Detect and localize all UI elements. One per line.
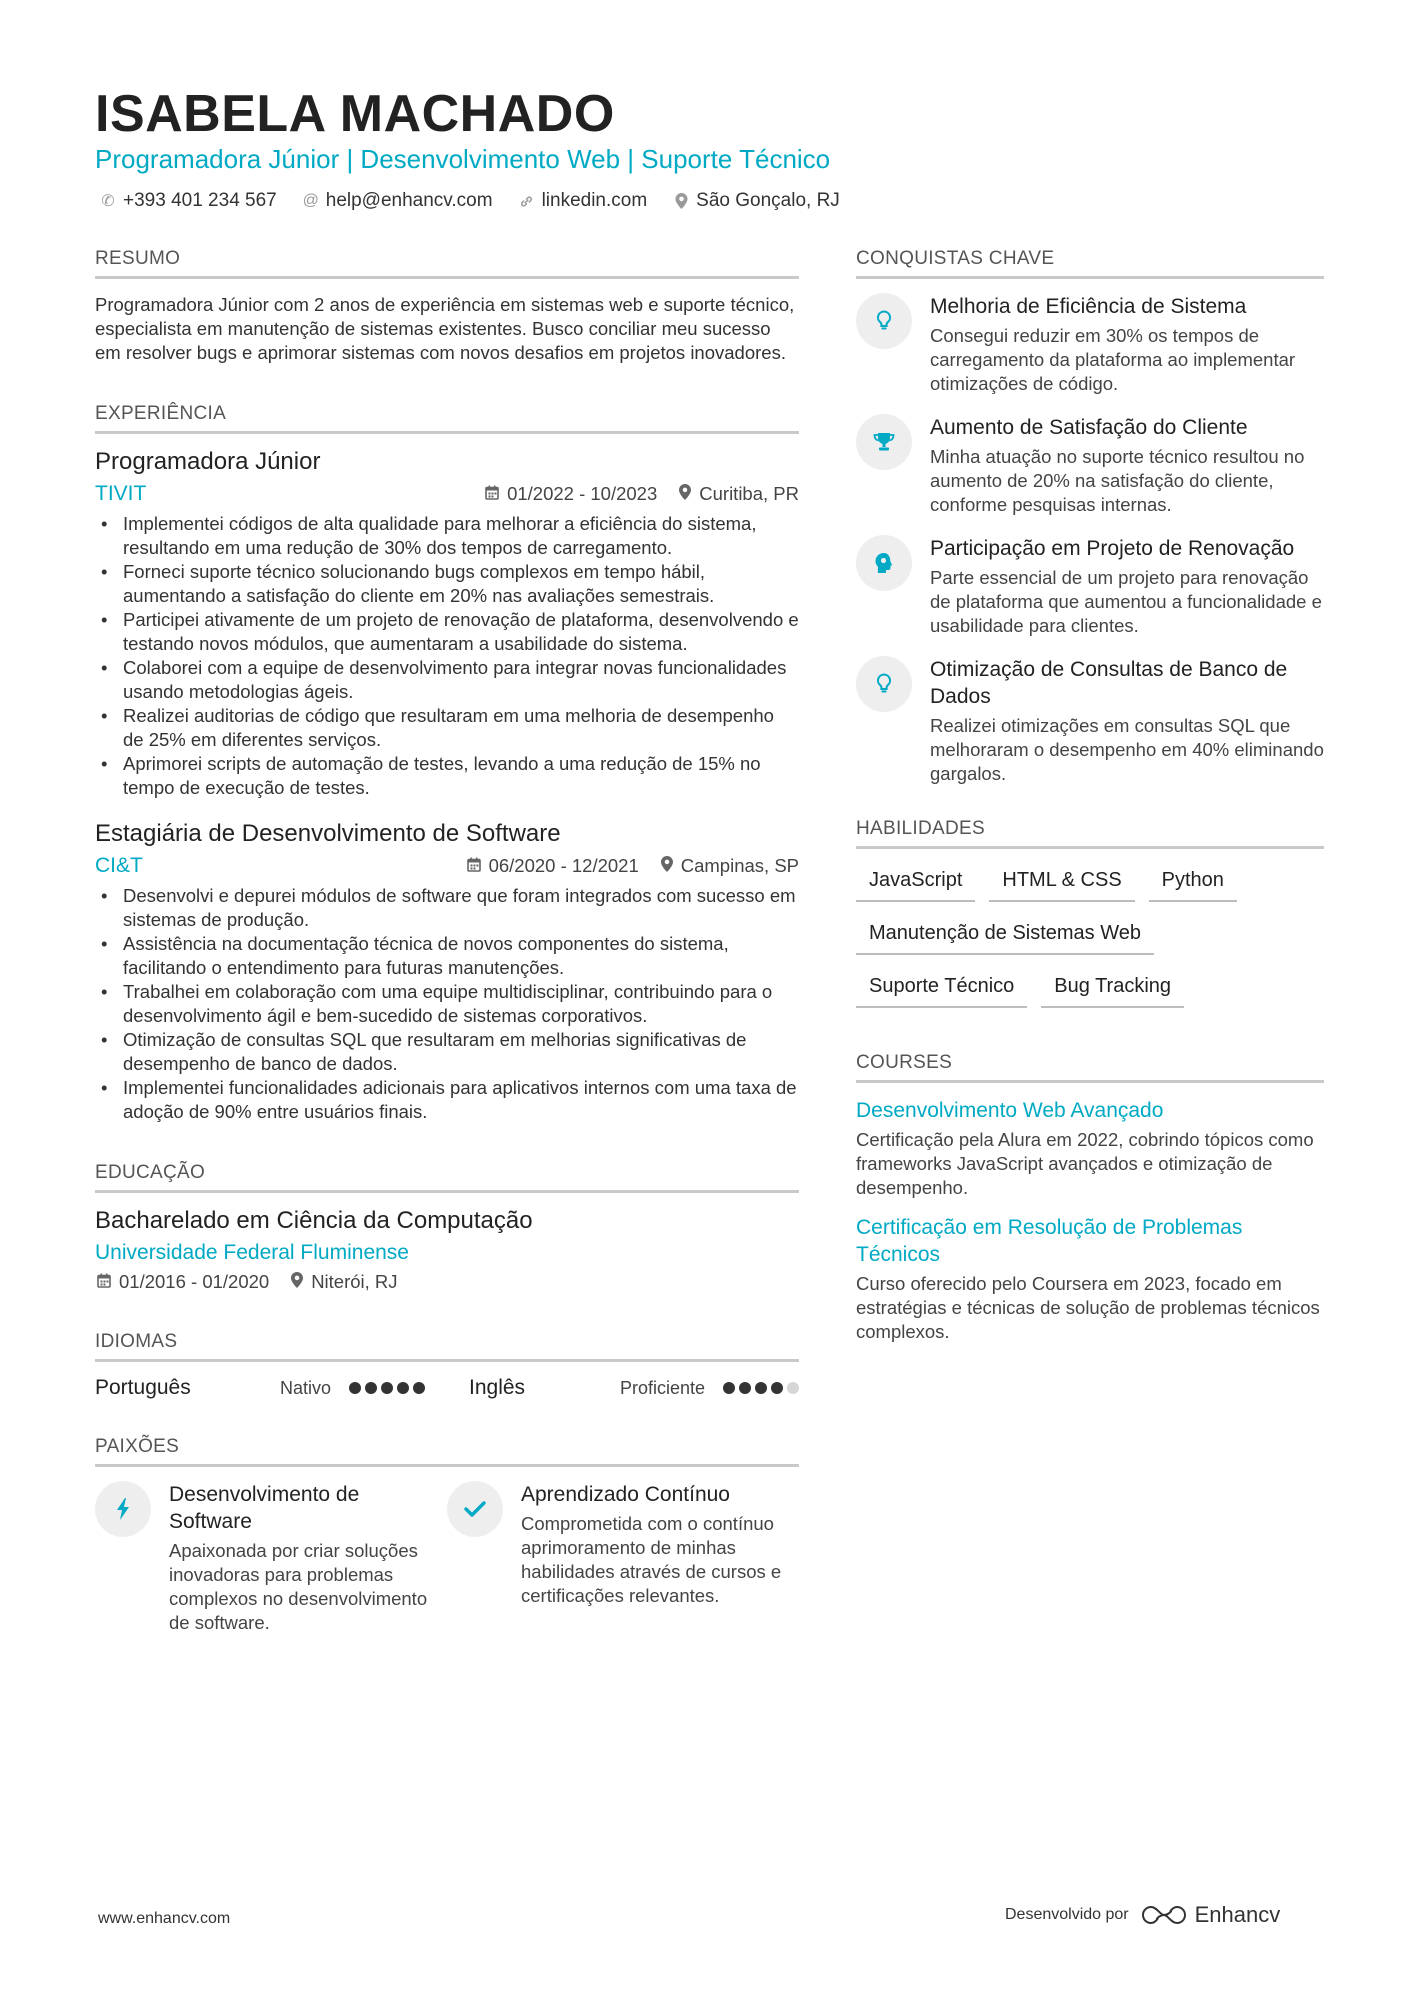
trophy-icon bbox=[856, 414, 912, 470]
passions-list bbox=[95, 1481, 799, 1635]
contact-email[interactable] bbox=[303, 190, 493, 212]
course-item bbox=[856, 1214, 1324, 1344]
phone-icon: ✆ bbox=[101, 193, 115, 210]
rating-dot-filled bbox=[771, 1382, 783, 1394]
rating-dot-filled bbox=[723, 1382, 735, 1394]
calendar-icon bbox=[485, 485, 499, 504]
languages-heading: IDIOMAS bbox=[95, 1331, 799, 1362]
language-rating bbox=[345, 1382, 425, 1394]
job-location-text: Campinas, SP bbox=[680, 855, 799, 876]
skill-tag: Suporte Técnico bbox=[856, 969, 1027, 1008]
skills-list bbox=[856, 863, 1324, 1022]
achievement-body bbox=[930, 293, 1324, 396]
map-pin-icon bbox=[291, 1272, 303, 1292]
achievement-title: Melhoria de Eficiência de Sistema bbox=[930, 295, 1247, 318]
education-school: Universidade Federal Fluminense bbox=[95, 1241, 409, 1264]
passions-heading: PAIXÕES bbox=[95, 1436, 799, 1467]
achievement-body bbox=[930, 414, 1324, 517]
education-degree: Bacharelado em Ciência da Computação bbox=[95, 1207, 533, 1234]
language-item bbox=[95, 1376, 425, 1400]
footer-brand-name: Enhancv bbox=[1194, 1902, 1281, 1927]
course-desc: Certificação pela Alura em 2022, cobrindo tópicos como frameworks JavaScript avançados e otimização de desempenho. bbox=[856, 1129, 1314, 1198]
achievement-item bbox=[856, 293, 1324, 396]
course-desc: Curso oferecido pelo Coursera em 2023, focado em estratégias e técnicas de solução de problemas técnicos complexos. bbox=[856, 1273, 1320, 1342]
languages-section bbox=[95, 1331, 799, 1400]
skill-tag: Bug Tracking bbox=[1041, 969, 1184, 1008]
lightbulb-icon bbox=[856, 293, 912, 349]
candidate-name: ISABELA MACHADO bbox=[95, 85, 615, 143]
language-name: Português bbox=[95, 1376, 191, 1399]
achievement-desc: Minha atuação no suporte técnico resultou no aumento de 20% na satisfação do cliente, conforme pesquisas internas. bbox=[930, 446, 1305, 515]
job-company: TIVIT bbox=[95, 482, 147, 505]
job-meta-row bbox=[95, 482, 799, 506]
achievement-body bbox=[930, 656, 1324, 786]
calendar-icon bbox=[97, 1273, 111, 1292]
job-meta bbox=[445, 855, 799, 877]
candidate-subtitle: Programadora Júnior | Desenvolvimento Web | Suporte Técnico bbox=[95, 144, 831, 174]
job-entry bbox=[95, 820, 799, 1124]
passion-title: Desenvolvimento de Software bbox=[169, 1483, 360, 1533]
footer-powered-by: Desenvolvido por bbox=[1005, 1906, 1129, 1923]
skills-heading: HABILIDADES bbox=[856, 818, 1324, 849]
achievement-item bbox=[856, 656, 1324, 786]
contact-location-text: São Gonçalo, RJ bbox=[696, 190, 840, 211]
passion-desc: Apaixonada por criar soluções inovadoras para problemas complexos no desenvolvimento de software. bbox=[169, 1540, 428, 1633]
rating-dot-filled bbox=[349, 1382, 361, 1394]
calendar-icon bbox=[467, 857, 481, 876]
passion-body bbox=[169, 1481, 434, 1635]
contact-bar bbox=[100, 190, 866, 212]
contact-email-text: help@enhancv.com bbox=[325, 190, 493, 211]
language-item bbox=[469, 1376, 799, 1400]
rating-dot-filled bbox=[365, 1382, 377, 1394]
job-bullet: • Colaborei com a equipe de desenvolvimento para integrar novas funcionalidades usando metodologias ágeis. bbox=[95, 656, 799, 704]
job-role: Estagiária de Desenvolvimento de Software bbox=[95, 820, 561, 847]
course-item bbox=[856, 1097, 1324, 1200]
bolt-icon bbox=[95, 1481, 151, 1537]
achievement-title: Aumento de Satisfação do Cliente bbox=[930, 416, 1248, 439]
job-bullet: • Assistência na documentação técnica de novos componentes do sistema, facilitando o entendimento para futuras manutenções. bbox=[95, 932, 799, 980]
contact-linkedin-text: linkedin.com bbox=[541, 190, 648, 211]
job-meta-row bbox=[95, 854, 799, 878]
rating-dot-filled bbox=[755, 1382, 767, 1394]
language-level-group bbox=[620, 1378, 799, 1399]
job-bullet: • Implementei códigos de alta qualidade para melhorar a eficiência do sistema, resultando em uma redução de 30% dos tempos de carregamento. bbox=[95, 512, 799, 560]
contact-linkedin[interactable] bbox=[519, 190, 648, 212]
achievement-title: Participação em Projeto de Renovação bbox=[930, 537, 1295, 560]
skill-tag: Python bbox=[1149, 863, 1237, 902]
skill-tag: Manutenção de Sistemas Web bbox=[856, 916, 1154, 955]
courses-heading: COURSES bbox=[856, 1052, 1324, 1083]
rating-dot-empty bbox=[787, 1382, 799, 1394]
education-meta bbox=[95, 1271, 799, 1293]
passion-item bbox=[447, 1481, 799, 1635]
education-location bbox=[291, 1271, 397, 1293]
course-title: Certificação em Resolução de Problemas Técnicos bbox=[856, 1216, 1243, 1266]
education-section bbox=[95, 1162, 799, 1293]
summary-heading: RESUMO bbox=[95, 248, 799, 279]
language-rating bbox=[719, 1382, 799, 1394]
achievement-item bbox=[856, 535, 1324, 638]
job-bullets bbox=[95, 512, 799, 800]
link-icon bbox=[519, 194, 535, 209]
job-bullet: • Realizei auditorias de código que resultaram em uma melhoria de desempenho de 25% em diferentes serviços. bbox=[95, 704, 799, 752]
job-meta bbox=[463, 483, 799, 505]
job-role: Programadora Júnior bbox=[95, 448, 321, 475]
rating-dot-filled bbox=[413, 1382, 425, 1394]
passion-desc: Comprometida com o contínuo aprimoramento de minhas habilidades através de cursos e certificações relevantes. bbox=[521, 1513, 782, 1606]
left-column bbox=[95, 248, 799, 1635]
right-column bbox=[856, 248, 1324, 1358]
footer-brand[interactable] bbox=[1141, 1902, 1281, 1928]
job-bullet: • Implementei funcionalidades adicionais para aplicativos internos com uma taxa de adoção de 90% entre usuários finais. bbox=[95, 1076, 799, 1124]
job-dates bbox=[467, 855, 639, 877]
language-level: Proficiente bbox=[619, 1377, 705, 1398]
footer-credit bbox=[1005, 1902, 1280, 1928]
head-icon bbox=[856, 535, 912, 591]
contact-phone[interactable] bbox=[100, 190, 277, 212]
job-bullet: • Forneci suporte técnico solucionando bugs complexos em tempo hábil, aumentando a satisfação do cliente em 20% nas avaliações semestrais. bbox=[95, 560, 799, 608]
passions-section bbox=[95, 1436, 799, 1635]
job-bullet: • Participei ativamente de um projeto de renovação de plataforma, desenvolvendo e testando novos módulos, que aumentaram a usabilidade do sistema. bbox=[95, 608, 799, 656]
education-location-text: Niterói, RJ bbox=[311, 1271, 398, 1292]
rating-dot-filled bbox=[739, 1382, 751, 1394]
passion-body bbox=[521, 1481, 786, 1635]
language-level-group bbox=[280, 1378, 425, 1399]
at-icon: @ bbox=[302, 192, 319, 209]
job-bullet: • Otimização de consultas SQL que resultaram em melhorias significativas de desempenho de banco de dados. bbox=[95, 1028, 799, 1076]
contact-phone-text: +393 401 234 567 bbox=[123, 190, 277, 211]
summary-section bbox=[95, 248, 799, 365]
achievements-heading: CONQUISTAS CHAVE bbox=[856, 248, 1324, 279]
job-bullet: • Desenvolvi e depurei módulos de software que foram integrados com sucesso em sistemas de produção. bbox=[95, 884, 799, 932]
achievement-desc: Realizei otimizações em consultas SQL que melhoraram o desempenho em 40% eliminando gargalos. bbox=[930, 715, 1324, 784]
job-entry bbox=[95, 448, 799, 800]
passion-title: Aprendizado Contínuo bbox=[521, 1483, 730, 1506]
job-dates-text: 01/2022 - 10/2023 bbox=[507, 483, 658, 504]
check-icon bbox=[447, 1481, 503, 1537]
experience-section bbox=[95, 403, 799, 1124]
skill-tag: HTML & CSS bbox=[989, 863, 1134, 902]
job-bullet: • Aprimorei scripts de automação de testes, levando a uma redução de 15% no tempo de execução de testes. bbox=[95, 752, 799, 800]
map-pin-icon bbox=[679, 484, 691, 504]
education-dates-text: 01/2016 - 01/2020 bbox=[119, 1271, 270, 1292]
job-bullets bbox=[95, 884, 799, 1124]
courses-section bbox=[856, 1052, 1324, 1344]
summary-text: Programadora Júnior com 2 anos de experiência em sistemas web e suporte técnico, especialista em manutenção de sistemas existentes. Busco conciliar meu sucesso em resolver bugs e aprimorar sistemas com novos desafios em projetos inovadores. bbox=[95, 294, 795, 363]
achievement-body bbox=[930, 535, 1324, 638]
achievement-desc: Consegui reduzir em 30% os tempos de carregamento da plataforma ao implementar otimizações de código. bbox=[930, 325, 1296, 394]
education-heading: EDUCAÇÃO bbox=[95, 1162, 799, 1193]
job-dates-text: 06/2020 - 12/2021 bbox=[488, 855, 639, 876]
job-location bbox=[661, 855, 799, 877]
achievement-desc: Parte essencial de um projeto para renovação de plataforma que aumentou a funcionalidade e usabilidade para clientes. bbox=[930, 567, 1322, 636]
map-pin-icon bbox=[673, 193, 689, 209]
job-dates bbox=[485, 483, 657, 505]
rating-dot-filled bbox=[397, 1382, 409, 1394]
language-name: Inglês bbox=[469, 1376, 526, 1399]
achievement-item bbox=[856, 414, 1324, 517]
footer-website[interactable]: www.enhancv.com bbox=[98, 1910, 231, 1927]
contact-location bbox=[673, 190, 840, 212]
map-pin-icon bbox=[661, 856, 673, 876]
language-level: Nativo bbox=[279, 1377, 331, 1398]
education-dates bbox=[97, 1271, 269, 1293]
skill-tag: JavaScript bbox=[856, 863, 975, 902]
achievements-section bbox=[856, 248, 1324, 786]
rating-dot-filled bbox=[381, 1382, 393, 1394]
job-company: CI&T bbox=[95, 854, 143, 877]
job-location-text: Curitiba, PR bbox=[699, 483, 799, 504]
job-bullet: • Trabalhei em colaboração com uma equipe multidisciplinar, contribuindo para o desenvolvimento ágil e bem-sucedido de sistemas corporativos. bbox=[95, 980, 799, 1028]
experience-heading: EXPERIÊNCIA bbox=[95, 403, 799, 434]
job-location bbox=[679, 483, 799, 505]
lightbulb-icon bbox=[856, 656, 912, 712]
achievement-title: Otimização de Consultas de Banco de Dados bbox=[930, 658, 1288, 708]
course-title: Desenvolvimento Web Avançado bbox=[856, 1099, 1164, 1122]
skills-section bbox=[856, 818, 1324, 1022]
passion-item bbox=[95, 1481, 447, 1635]
languages-list bbox=[95, 1376, 799, 1400]
enhancv-logo-icon bbox=[1141, 1904, 1187, 1926]
